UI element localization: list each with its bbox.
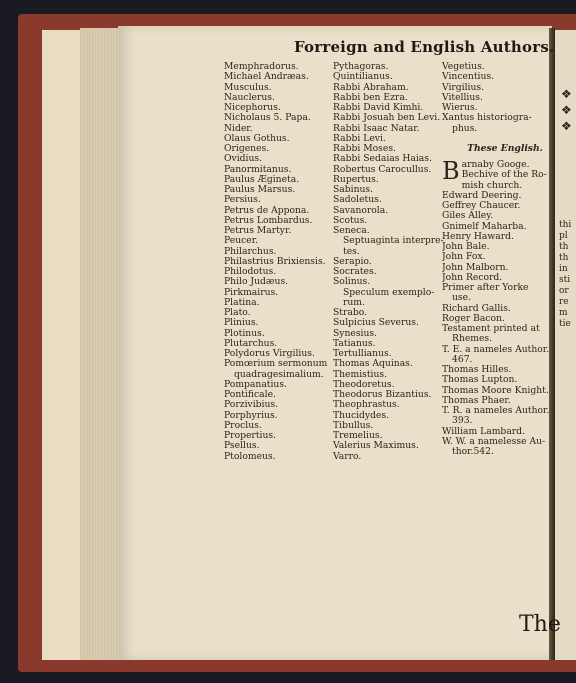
author-entry: Michael Andræas. xyxy=(224,71,309,83)
author-entry: Plinius. xyxy=(224,317,259,329)
author-entry: Socrates. xyxy=(333,266,377,277)
author-entry: Rabbi David Kimhi. xyxy=(333,102,424,113)
author-entry: Thomas Aquinas. xyxy=(333,358,413,370)
author-entry: Sadoletus. xyxy=(333,194,382,206)
author-entry: Rabbi Josuah ben Levi. xyxy=(333,112,441,124)
author-entry: Serapio. xyxy=(333,255,372,267)
author-entry: Henry Haward. xyxy=(442,230,514,242)
author-entry: Geffrey Chaucer. xyxy=(442,200,521,211)
author-entry: Thomas Hilles. xyxy=(442,364,512,375)
author-entry: Virgilius. xyxy=(442,81,485,93)
author-entry: Bechive of the Ro- xyxy=(461,169,547,181)
section-heading-english: These English. xyxy=(467,142,543,154)
author-entry: Panormitanus. xyxy=(224,163,292,175)
author-entry: Tertullianus. xyxy=(333,348,392,359)
author-entry: Thomas Moore Knight. xyxy=(442,384,549,396)
author-entry: Vegetius. xyxy=(442,62,485,72)
author-entry: Psellus. xyxy=(224,440,260,452)
author-entry: John Fox. xyxy=(442,251,486,263)
author-entry: Philarchus. xyxy=(224,245,277,257)
author-entry: Varro. xyxy=(333,450,362,462)
author-entry: Quintilianus. xyxy=(333,71,393,83)
author-entry: Wierus. xyxy=(442,102,478,113)
author-entry: Plutarchus. xyxy=(224,337,278,349)
author-entry: Themistius. xyxy=(333,368,388,380)
author-entry: rum. xyxy=(343,296,365,308)
author-entry: Septuaginta interpre- xyxy=(343,235,444,247)
author-column-1 xyxy=(224,62,327,462)
ornament-icon: ❖ ❖ ❖ xyxy=(561,87,572,133)
author-entry: Petrus de Appona. xyxy=(224,204,310,216)
author-entry: Thomas Lupton. xyxy=(442,374,518,386)
author-entry: Valerius Maximus. xyxy=(333,440,419,452)
author-entry: Ptolomeus. xyxy=(224,450,276,462)
author-entry: William Lambard. xyxy=(442,425,525,437)
author-entry: Philastrius Brixiensis. xyxy=(224,255,326,267)
author-entry: Solinus. xyxy=(333,276,371,288)
running-head: Forreign and English Authors. xyxy=(294,38,555,56)
author-entry: Plotinus. xyxy=(224,327,265,339)
author-entry: Petrus Martyr. xyxy=(224,225,292,236)
author-entry: Persius. xyxy=(224,194,261,206)
author-entry: Testament printed at xyxy=(442,323,540,334)
author-entry: Tatianus. xyxy=(333,337,376,349)
entry-text: arnaby Googe. xyxy=(461,159,530,170)
author-entry: use. xyxy=(452,292,471,304)
author-column-2 xyxy=(333,62,444,462)
author-entry: quadragesimalium. xyxy=(234,368,324,380)
author-entry: Tremelius. xyxy=(333,430,383,441)
author-entry: Vincentius. xyxy=(442,71,495,83)
author-entry: Polydorus Virgilius. xyxy=(224,348,315,359)
author-entry: Savanorola. xyxy=(333,204,389,216)
author-entry: Rabbi ben Ezra. xyxy=(333,91,408,103)
author-entry: Giles Alley. xyxy=(442,210,494,222)
author-entry: T. R. a nameles Author. xyxy=(442,405,550,416)
author-entry: Philodotus. xyxy=(224,266,277,277)
author-entry: Pontificale. xyxy=(224,389,276,400)
author-entry: Theodoretus. xyxy=(333,378,395,390)
author-entry: Robertus Carocullus. xyxy=(333,163,432,175)
author-entry: Rabbi Moses. xyxy=(333,143,396,154)
author-entry: phus. xyxy=(452,122,478,134)
author-entry: Sabinus. xyxy=(333,184,374,195)
catchword: The xyxy=(519,612,561,637)
author-entry: 393. xyxy=(452,415,473,427)
author-entry: Tibullus. xyxy=(333,419,374,431)
author-entry: Petrus Lombardus. xyxy=(224,214,313,226)
author-entry: Porphyrius. xyxy=(224,409,278,421)
author-column-3 xyxy=(442,62,552,457)
author-entry: Porzivibius. xyxy=(224,399,279,411)
author-entry: Origenes. xyxy=(224,143,270,154)
author-entry: Theodorus Bizantius. xyxy=(333,389,432,400)
author-entry: Memphradorus. xyxy=(224,61,299,72)
author-entry: T. E. a nameles Author. xyxy=(442,343,550,355)
author-entry: thor.542. xyxy=(452,446,494,457)
author-entry: Musculus. xyxy=(224,81,272,93)
author-entry: Propertius. xyxy=(224,430,276,441)
author-entry: mish church. xyxy=(461,179,523,191)
author-entry: Theophrastus. xyxy=(333,399,400,411)
author-entry: Xantus historiogra- xyxy=(442,112,532,124)
author-entry: Vitellius. xyxy=(442,91,483,103)
author-entry: Nider. xyxy=(224,122,253,134)
author-entry: Paulus Marsus. xyxy=(224,184,296,195)
author-entry: 467. xyxy=(452,353,473,365)
author-entry: Philo Judæus. xyxy=(224,276,289,288)
author-entry: Rupertus. xyxy=(333,173,379,185)
author-entry: Roger Bacon. xyxy=(442,312,505,324)
author-entry: Plato. xyxy=(224,307,251,318)
drop-capital: B xyxy=(442,157,460,185)
author-entry: John Bale. xyxy=(442,241,490,252)
author-entry: Olaus Gothus. xyxy=(224,132,290,144)
author-entry: Rabbi Abraham. xyxy=(333,81,409,93)
author-entry: Rhemes. xyxy=(452,333,493,345)
author-entry: Sulpicius Severus. xyxy=(333,317,419,329)
author-entry: Pythagoras. xyxy=(333,61,389,72)
author-entry: Synesius. xyxy=(333,327,378,339)
author-entry: Richard Gallis. xyxy=(442,302,511,314)
author-entry: Nicholaus 5. Papa. xyxy=(224,112,311,124)
author-entry: Peucer. xyxy=(224,235,259,247)
author-entry: Proclus. xyxy=(224,419,262,431)
author-entry: Nicephorus. xyxy=(224,102,281,113)
author-entry: Pompanatius. xyxy=(224,378,287,390)
facing-text-fragment: thi pl th th in sti or re m tie xyxy=(559,220,572,329)
author-entry: tes. xyxy=(343,245,360,257)
author-entry: Scotus. xyxy=(333,214,368,226)
author-entry: Paulus Ægineta. xyxy=(224,173,300,185)
author-entry: Thomas Phaer. xyxy=(442,394,511,406)
author-entry: Rabbi Isaac Natar. xyxy=(333,122,420,134)
author-entry: Nauclerus. xyxy=(224,91,275,103)
author-entry: Thucidydes. xyxy=(333,409,390,421)
author-entry: Rabbi Levi. xyxy=(333,132,386,144)
author-entry: Ovidius. xyxy=(224,153,263,165)
author-entry: Pomœrium sermonum xyxy=(224,358,328,370)
author-entry: Speculum exemplo- xyxy=(343,286,435,298)
author-entry: Primer after Yorke xyxy=(442,282,529,293)
author-entry: Strabo. xyxy=(333,307,368,318)
author-entry: Pirkmairus. xyxy=(224,286,279,298)
author-entry: W. W. a namelesse Au- xyxy=(442,435,546,447)
author-entry: Rabbi Sedaias Haias. xyxy=(333,153,432,165)
author-entry: John Record. xyxy=(442,271,503,283)
author-entry: Platina. xyxy=(224,296,260,308)
author-entry: Edward Deering. xyxy=(442,189,522,201)
author-entry: John Malborn. xyxy=(442,261,509,273)
author-entry: Seneca. xyxy=(333,225,370,236)
facing-page-edge xyxy=(555,30,576,660)
author-entry: Gnimelf Maharba. xyxy=(442,220,527,232)
